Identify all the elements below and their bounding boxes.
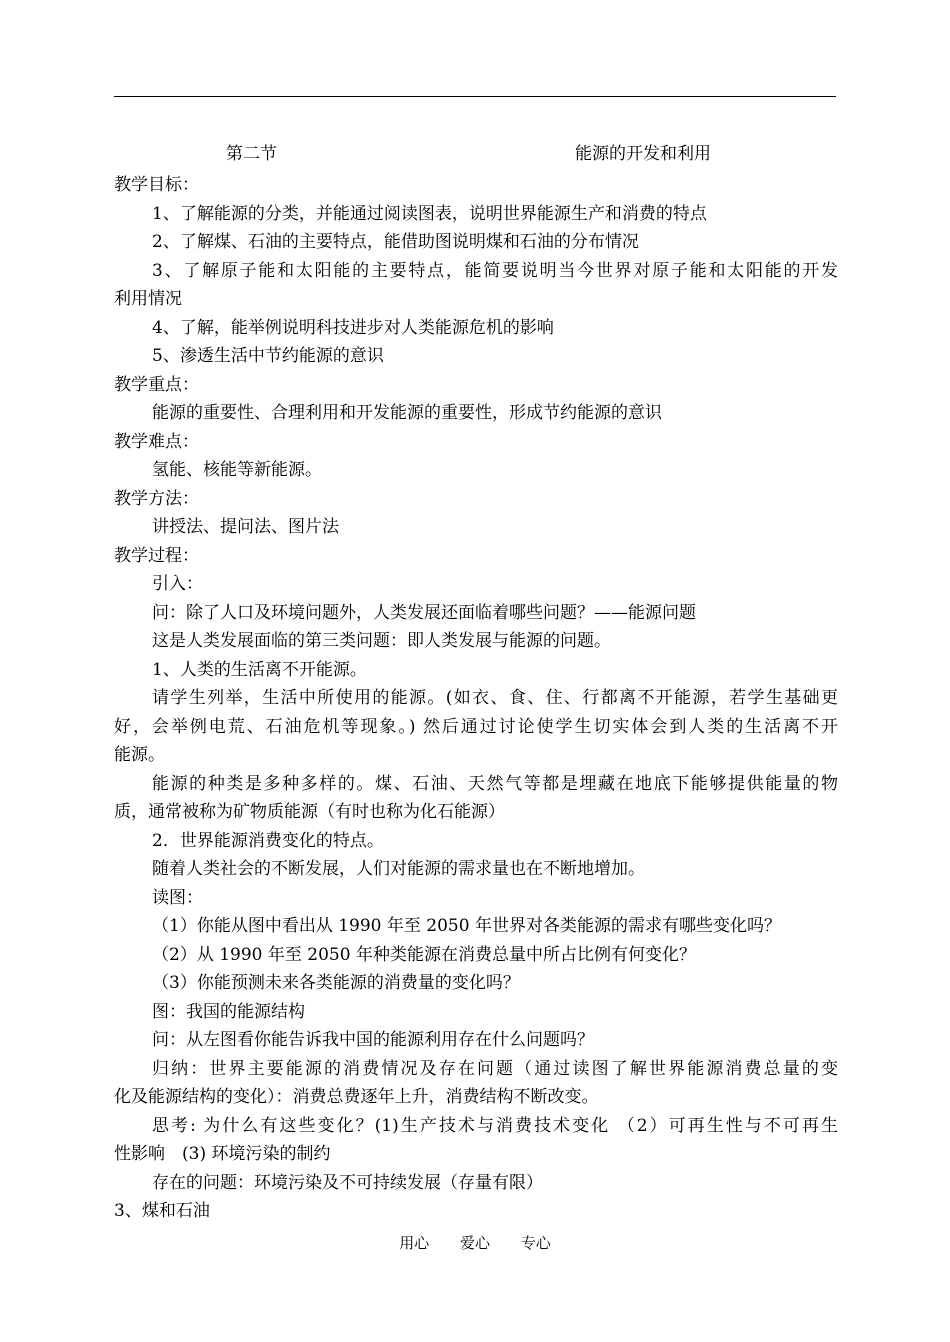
objective-3-cont: 利用情况 xyxy=(114,289,182,309)
energy-types-line-1: 能源的种类是多种多样的。煤、石油、天然气等都是埋藏在地底下能够提供能量的物 xyxy=(152,773,838,794)
objective-3: 3、了解原子能和太阳能的主要特点，能简要说明当今世界对原子能和太阳能的开发 xyxy=(152,260,838,281)
heading-objectives: 教学目标： xyxy=(114,175,199,195)
footer-word-2: 爱心 xyxy=(459,1234,490,1252)
intro-question: 问：除了人口及环境问题外，人类发展还面临着哪些问题？——能源问题 xyxy=(152,602,696,623)
problems-text: 存在的问题：环境污染及不可持续发展（存量有限） xyxy=(152,1172,543,1193)
summary-line-1: 归纳：世界主要能源的消费情况及存在问题（通过读图了解世界能源消费总量的变 xyxy=(152,1058,838,1079)
intro-label: 引入： xyxy=(152,574,203,594)
section-number: 第二节 xyxy=(226,144,277,164)
point-1-para-line-3: 能源。 xyxy=(114,745,165,765)
methods-text: 讲授法、提问法、图片法 xyxy=(152,517,339,537)
think-line-2: 性影响 (3) 环境污染的制约 xyxy=(114,1144,331,1164)
question-1: （1）你能从图中看出从 1990 年至 2050 年世界对各类能源的需求有哪些变化吗？ xyxy=(152,916,781,936)
point-1-heading: 1、人类的生活离不开能源。 xyxy=(152,659,367,680)
section-title: 能源的开发和利用 xyxy=(575,144,711,164)
objective-5: 5、渗透生活中节约能源的意识 xyxy=(152,346,384,366)
heading-key-points: 教学重点： xyxy=(114,374,199,395)
point-1-para-line-1: 请学生列举，生活中所使用的能源。(如衣、食、住、行都离不开能源，若学生基础更 xyxy=(152,688,838,708)
footer-word-1: 用心 xyxy=(399,1234,430,1252)
document-body xyxy=(114,171,838,1226)
heading-difficulties: 教学难点： xyxy=(114,431,199,452)
summary-line-2: 化及能源结构的变化）：消费总费逐年上升，消费结构不断改变。 xyxy=(114,1087,599,1107)
think-line-1: 思考: 为什么有这些变化？(1)生产技术与消费技术变化 （2）可再生性与不可再生 xyxy=(152,1115,838,1136)
intro-statement: 这是人类发展面临的第三类问题：即人类发展与能源的问题。 xyxy=(152,631,611,651)
header-rule xyxy=(114,96,836,97)
question-2: （2）从 1990 年至 2050 年种类能源在消费总量中所占比例有何变化？ xyxy=(152,944,696,965)
point-3-heading: 3、煤和石油 xyxy=(114,1201,210,1221)
page-footer xyxy=(0,1232,950,1254)
footer-word-3: 专心 xyxy=(520,1234,551,1252)
question-3: （3）你能预测未来各类能源的消费量的变化吗？ xyxy=(152,973,520,993)
objective-2: 2、了解煤、石油的主要特点，能借助图说明煤和石油的分布情况 xyxy=(152,232,639,252)
energy-types-line-2: 质，通常被称为矿物质能源（有时也称为化石能源） xyxy=(114,802,505,822)
key-points-text: 能源的重要性、合理利用和开发能源的重要性，形成节约能源的意识 xyxy=(152,403,662,423)
china-question: 问：从左图看你能告诉我中国的能源利用存在什么问题吗？ xyxy=(152,1030,594,1050)
objective-1: 1、了解能源的分类，并能通过阅读图表，说明世界能源生产和消费的特点 xyxy=(152,203,707,224)
heading-methods: 教学方法： xyxy=(114,488,199,509)
difficulties-text: 氢能、核能等新能源。 xyxy=(152,460,322,480)
point-2-heading: 2．世界能源消费变化的特点。 xyxy=(152,830,384,851)
point-1-para-line-2: 好，会举例电荒、石油危机等现象。) 然后通过讨论使学生切实体会到人类的生活离不开 xyxy=(114,716,838,737)
heading-process: 教学过程： xyxy=(114,545,199,566)
figure-caption: 图：我国的能源结构 xyxy=(152,1001,305,1022)
demand-statement: 随着人类社会的不断发展，人们对能源的需求量也在不断地增加。 xyxy=(152,859,645,879)
read-figure-label: 读图： xyxy=(152,887,203,908)
objective-4: 4、了解，能举例说明科技进步对人类能源危机的影响 xyxy=(152,317,554,338)
